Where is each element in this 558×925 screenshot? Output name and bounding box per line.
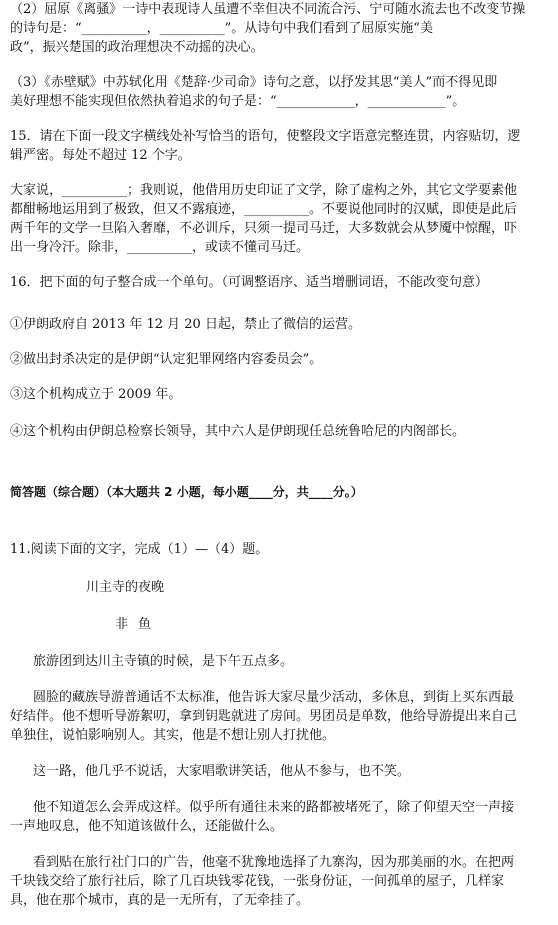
text-line: 一声地叹息，他不知道该做什么，还能做什么。 (10, 819, 284, 834)
text-line: 具，他在那个城市，真的是一无所有，了无牵挂了。 (10, 893, 310, 908)
text-line: （2）屈原《离骚》一诗中表现诗人虽遭不幸但决不同流合污、宁可随水流去也不改变节操 (10, 2, 526, 17)
text-line: 两千年的文学一旦陷入奢靡，不必训斥，只须一提司马迁，大多数就会从梦魇中惊醒，吓 (10, 221, 518, 236)
text-line: 15．请在下面一段文字横线处补写恰当的语句，使整段文字语意完整连贯，内容贴切，逻 (10, 129, 521, 144)
text-line: ③这个机构成立于 2009 年。 (10, 387, 182, 402)
text-line: 千块钱交给了旅行社后，除了几百块钱零花钱，一张身份证，一间孤单的屋子，几样家 (10, 874, 505, 889)
text-line: 辑严密。每处不超过 12 个字。 (10, 148, 191, 163)
text-line: ①伊朗政府自 2013 年 12 月 20 日起，禁止了微信的运营。 (10, 317, 361, 332)
text-line: 美好理想不能实现但依然执着追求的句子是：“____________，____________”。 (10, 94, 466, 109)
text-line: 都酣畅地运用到了极致，但又不露痕迹，__________。不要说他同时的汉赋，即使是此后 (10, 202, 518, 217)
text-line: 旅游团到达川主寺镇的时候，是下午五点多。 (33, 654, 294, 669)
text-line: 看到贴在旅行社门口的广告，他毫不犹豫地选择了九寨沟，因为那美丽的水。在把两 (33, 855, 515, 870)
text-line: 简答题（综合题）（本大题共 2 小题，每小题____分，共____分。） (10, 485, 363, 499)
text-line: 好结伴。他不想听导游絮叨，拿到钥匙就进了房间。男团员是单数，他给导游提出来自己 (10, 709, 518, 724)
text-line: 川主寺的夜晚 (86, 580, 165, 595)
text-line: 政”，振兴楚国的政治理想决不动摇的决心。 (10, 40, 264, 55)
text-line: 出一身冷汗。除非，__________，或读不懂司马迁。 (10, 240, 310, 255)
text-line: 大家说，__________；我则说，他借用历史印证了文学，除了虚构之外，其它文学要素他 (10, 183, 518, 198)
text-line: 单独住，说怕影响别人。其实，他是不想让别人打扰他。 (10, 728, 336, 743)
text-line: ④这个机构由伊朗总检察长领导，其中六人是伊朗现任总统鲁哈尼的内阁部长。 (10, 424, 466, 439)
text-line: 11.阅读下面的文字，完成（1）—（4）题。 (10, 542, 269, 557)
text-line: 非鱼 (115, 617, 162, 632)
text-line: 这一路，他几乎不说话，大家唱歌讲笑话，他从不参与，也不笑。 (33, 764, 411, 779)
text-line: 圆脸的藏族导游普通话不太标准，他告诉大家尽量少活动，多休息，到街上买东西最 (33, 690, 515, 705)
text-line: （3）《赤壁赋》中苏轼化用《楚辞·少司命》诗句之意，以抒发其思“美人”而不得见即 (10, 75, 498, 90)
text-line: 16．把下面的句子整合成一个单句。（可调整语序、适当增删词语，不能改变句意） (10, 275, 489, 290)
text-line: ②做出封杀决定的是伊朗“认定犯罪网络内容委员会”。 (10, 352, 323, 367)
text-line: 的诗句是：“__________，__________”。从诗句中我们看到了屈原实施“美 (10, 21, 433, 36)
text-line: 他不知道怎么会弄成这样。似乎所有通往未来的路都被堵死了，除了仰望天空一声接 (33, 800, 515, 815)
